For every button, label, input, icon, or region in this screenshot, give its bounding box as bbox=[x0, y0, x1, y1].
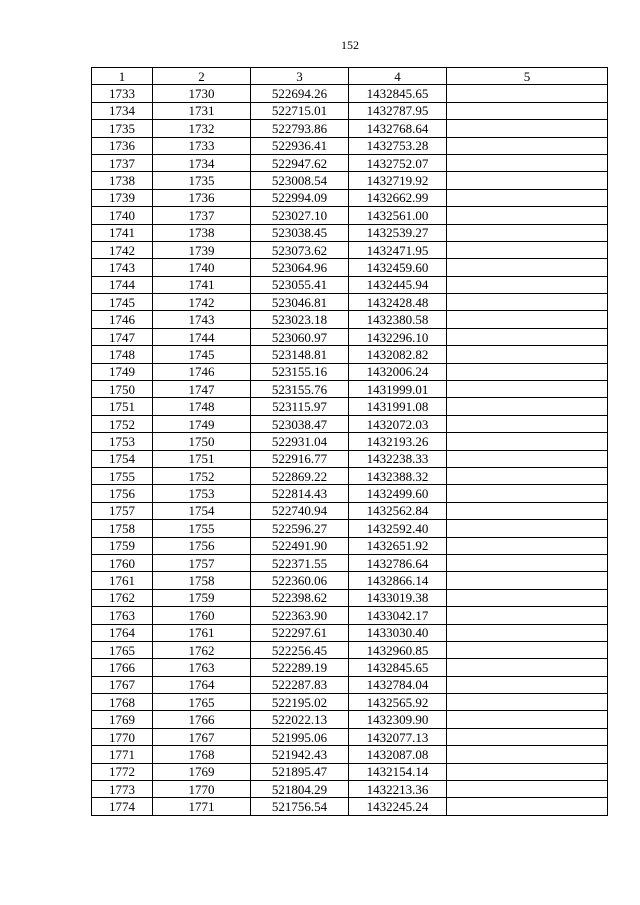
table-row bbox=[92, 520, 608, 537]
table-cell-col-5 bbox=[447, 607, 608, 624]
table-cell-col-1: 1742 bbox=[92, 241, 153, 258]
table-cell-col-5 bbox=[447, 172, 608, 189]
table-cell-col-5 bbox=[447, 294, 608, 311]
table-cell-col-3: 523023.18 bbox=[251, 311, 349, 328]
table-row bbox=[92, 572, 608, 589]
table-cell-col-3: 522916.77 bbox=[251, 450, 349, 467]
table-cell-col-4: 1431999.01 bbox=[349, 381, 447, 398]
table-cell-col-1: 1737 bbox=[92, 154, 153, 171]
table-cell-col-1: 1767 bbox=[92, 676, 153, 693]
table-cell-col-4: 1432784.04 bbox=[349, 676, 447, 693]
table-cell-col-4: 1431991.08 bbox=[349, 398, 447, 415]
table-cell-col-1: 1745 bbox=[92, 294, 153, 311]
table-cell-col-3: 523115.97 bbox=[251, 398, 349, 415]
table-cell-col-5 bbox=[447, 311, 608, 328]
table-cell-col-2: 1737 bbox=[153, 207, 251, 224]
table-cell-col-4: 1432428.48 bbox=[349, 294, 447, 311]
table-cell-col-5 bbox=[447, 537, 608, 554]
column-header-1: 1 bbox=[92, 68, 153, 85]
table-cell-col-2: 1734 bbox=[153, 154, 251, 171]
table-cell-col-1: 1761 bbox=[92, 572, 153, 589]
table-cell-col-5 bbox=[447, 120, 608, 137]
table-cell-col-2: 1768 bbox=[153, 746, 251, 763]
table-cell-col-2: 1770 bbox=[153, 781, 251, 798]
table-cell-col-1: 1770 bbox=[92, 728, 153, 745]
table-cell-col-5 bbox=[447, 415, 608, 432]
table-cell-col-3: 523038.47 bbox=[251, 415, 349, 432]
table-cell-col-2: 1743 bbox=[153, 311, 251, 328]
table-cell-col-1: 1743 bbox=[92, 259, 153, 276]
table-cell-col-3: 523055.41 bbox=[251, 276, 349, 293]
table-row bbox=[92, 450, 608, 467]
table-cell-col-3: 521995.06 bbox=[251, 728, 349, 745]
table-cell-col-5 bbox=[447, 207, 608, 224]
table-cell-col-4: 1432499.60 bbox=[349, 485, 447, 502]
table-cell-col-1: 1751 bbox=[92, 398, 153, 415]
table-cell-col-2: 1765 bbox=[153, 694, 251, 711]
table-row bbox=[92, 398, 608, 415]
table-cell-col-5 bbox=[447, 711, 608, 728]
table-cell-col-3: 522297.61 bbox=[251, 624, 349, 641]
table-cell-col-1: 1763 bbox=[92, 607, 153, 624]
table-row bbox=[92, 381, 608, 398]
table-cell-col-5 bbox=[447, 381, 608, 398]
table-cell-col-3: 523046.81 bbox=[251, 294, 349, 311]
table-cell-col-2: 1766 bbox=[153, 711, 251, 728]
table-row bbox=[92, 728, 608, 745]
table-cell-col-1: 1774 bbox=[92, 798, 153, 815]
table-row bbox=[92, 485, 608, 502]
table-cell-col-4: 1432380.58 bbox=[349, 311, 447, 328]
table-cell-col-2: 1747 bbox=[153, 381, 251, 398]
table-cell-col-4: 1432006.24 bbox=[349, 363, 447, 380]
table-cell-col-5 bbox=[447, 363, 608, 380]
table-cell-col-1: 1744 bbox=[92, 276, 153, 293]
table-cell-col-1: 1733 bbox=[92, 85, 153, 102]
table-cell-col-2: 1759 bbox=[153, 589, 251, 606]
table-cell-col-5 bbox=[447, 189, 608, 206]
table-cell-col-4: 1432592.40 bbox=[349, 520, 447, 537]
table-cell-col-5 bbox=[447, 346, 608, 363]
table-row bbox=[92, 711, 608, 728]
table-cell-col-5 bbox=[447, 781, 608, 798]
table-cell-col-1: 1759 bbox=[92, 537, 153, 554]
table-cell-col-5 bbox=[447, 433, 608, 450]
table-cell-col-4: 1432082.82 bbox=[349, 346, 447, 363]
table-cell-col-5 bbox=[447, 554, 608, 571]
table-cell-col-3: 521895.47 bbox=[251, 763, 349, 780]
table-cell-col-1: 1758 bbox=[92, 520, 153, 537]
table-cell-col-1: 1739 bbox=[92, 189, 153, 206]
table-cell-col-3: 522715.01 bbox=[251, 102, 349, 119]
table-cell-col-5 bbox=[447, 589, 608, 606]
table-row bbox=[92, 311, 608, 328]
table-row bbox=[92, 467, 608, 484]
table-cell-col-4: 1432077.13 bbox=[349, 728, 447, 745]
table-cell-col-1: 1748 bbox=[92, 346, 153, 363]
table-cell-col-5 bbox=[447, 467, 608, 484]
table-cell-col-1: 1773 bbox=[92, 781, 153, 798]
table-row bbox=[92, 328, 608, 345]
table-cell-col-3: 522694.26 bbox=[251, 85, 349, 102]
table-row bbox=[92, 502, 608, 519]
table-cell-col-3: 521804.29 bbox=[251, 781, 349, 798]
table-row bbox=[92, 102, 608, 119]
table-cell-col-3: 523155.16 bbox=[251, 363, 349, 380]
table-cell-col-2: 1735 bbox=[153, 172, 251, 189]
table-cell-col-5 bbox=[447, 328, 608, 345]
table-cell-col-4: 1433042.17 bbox=[349, 607, 447, 624]
table-cell-col-5 bbox=[447, 572, 608, 589]
table-cell-col-4: 1433019.38 bbox=[349, 589, 447, 606]
table-cell-col-5 bbox=[447, 641, 608, 658]
table-cell-col-4: 1432154.14 bbox=[349, 763, 447, 780]
table-cell-col-4: 1432845.65 bbox=[349, 85, 447, 102]
table-cell-col-3: 522256.45 bbox=[251, 641, 349, 658]
table-cell-col-1: 1766 bbox=[92, 659, 153, 676]
table-cell-col-3: 523060.97 bbox=[251, 328, 349, 345]
table-cell-col-4: 1432662.99 bbox=[349, 189, 447, 206]
table-row bbox=[92, 207, 608, 224]
table-cell-col-1: 1740 bbox=[92, 207, 153, 224]
table-cell-col-3: 522936.41 bbox=[251, 137, 349, 154]
table-cell-col-1: 1762 bbox=[92, 589, 153, 606]
table-cell-col-2: 1750 bbox=[153, 433, 251, 450]
table-cell-col-4: 1432238.33 bbox=[349, 450, 447, 467]
table-cell-col-3: 522360.06 bbox=[251, 572, 349, 589]
table-cell-col-2: 1739 bbox=[153, 241, 251, 258]
table-row bbox=[92, 607, 608, 624]
table-cell-col-1: 1755 bbox=[92, 467, 153, 484]
table-cell-col-3: 522491.90 bbox=[251, 537, 349, 554]
table-cell-col-5 bbox=[447, 85, 608, 102]
table-cell-col-1: 1769 bbox=[92, 711, 153, 728]
table-cell-col-2: 1757 bbox=[153, 554, 251, 571]
table-row bbox=[92, 537, 608, 554]
table-cell-col-2: 1745 bbox=[153, 346, 251, 363]
table-row bbox=[92, 624, 608, 641]
table-cell-col-1: 1735 bbox=[92, 120, 153, 137]
table-row bbox=[92, 241, 608, 258]
table-cell-col-1: 1765 bbox=[92, 641, 153, 658]
table-cell-col-3: 522947.62 bbox=[251, 154, 349, 171]
table-cell-col-4: 1432565.92 bbox=[349, 694, 447, 711]
table-row bbox=[92, 746, 608, 763]
table-cell-col-2: 1761 bbox=[153, 624, 251, 641]
table-cell-col-5 bbox=[447, 276, 608, 293]
table-cell-col-2: 1752 bbox=[153, 467, 251, 484]
table-cell-col-5 bbox=[447, 624, 608, 641]
table-cell-col-3: 523148.81 bbox=[251, 346, 349, 363]
table-cell-col-4: 1432296.10 bbox=[349, 328, 447, 345]
table-cell-col-5 bbox=[447, 746, 608, 763]
table-cell-col-5 bbox=[447, 485, 608, 502]
table-cell-col-1: 1747 bbox=[92, 328, 153, 345]
table-row bbox=[92, 224, 608, 241]
table-cell-col-2: 1758 bbox=[153, 572, 251, 589]
table-row bbox=[92, 346, 608, 363]
table-cell-col-2: 1760 bbox=[153, 607, 251, 624]
table-cell-col-3: 522398.62 bbox=[251, 589, 349, 606]
table-cell-col-3: 521942.43 bbox=[251, 746, 349, 763]
table-row bbox=[92, 172, 608, 189]
table-cell-col-5 bbox=[447, 763, 608, 780]
header-row bbox=[92, 68, 608, 85]
table-cell-col-1: 1764 bbox=[92, 624, 153, 641]
table-cell-col-5 bbox=[447, 154, 608, 171]
table-cell-col-4: 1432562.84 bbox=[349, 502, 447, 519]
table-row bbox=[92, 589, 608, 606]
table-cell-col-1: 1768 bbox=[92, 694, 153, 711]
table-cell-col-4: 1432561.00 bbox=[349, 207, 447, 224]
table-cell-col-5 bbox=[447, 728, 608, 745]
table-cell-col-3: 522814.43 bbox=[251, 485, 349, 502]
table-cell-col-2: 1753 bbox=[153, 485, 251, 502]
table-cell-col-1: 1754 bbox=[92, 450, 153, 467]
table-cell-col-1: 1741 bbox=[92, 224, 153, 241]
table-cell-col-4: 1432072.03 bbox=[349, 415, 447, 432]
table-row bbox=[92, 659, 608, 676]
table-cell-col-1: 1746 bbox=[92, 311, 153, 328]
table-cell-col-3: 522931.04 bbox=[251, 433, 349, 450]
table-cell-col-4: 1432193.26 bbox=[349, 433, 447, 450]
table-cell-col-4: 1432752.07 bbox=[349, 154, 447, 171]
table-cell-col-1: 1738 bbox=[92, 172, 153, 189]
table-cell-col-1: 1772 bbox=[92, 763, 153, 780]
table-cell-col-2: 1741 bbox=[153, 276, 251, 293]
table-row bbox=[92, 259, 608, 276]
table-cell-col-4: 1432459.60 bbox=[349, 259, 447, 276]
table-cell-col-1: 1771 bbox=[92, 746, 153, 763]
table-cell-col-2: 1762 bbox=[153, 641, 251, 658]
table-cell-col-2: 1755 bbox=[153, 520, 251, 537]
table-cell-col-3: 523155.76 bbox=[251, 381, 349, 398]
table-cell-col-5 bbox=[447, 137, 608, 154]
table-row bbox=[92, 120, 608, 137]
column-header-4: 4 bbox=[349, 68, 447, 85]
table-cell-col-3: 522793.86 bbox=[251, 120, 349, 137]
table-cell-col-3: 521756.54 bbox=[251, 798, 349, 815]
table-cell-col-3: 522596.27 bbox=[251, 520, 349, 537]
table-row bbox=[92, 798, 608, 815]
table-row bbox=[92, 154, 608, 171]
table-cell-col-5 bbox=[447, 450, 608, 467]
table-cell-col-5 bbox=[447, 694, 608, 711]
table-cell-col-4: 1432753.28 bbox=[349, 137, 447, 154]
table-cell-col-4: 1432309.90 bbox=[349, 711, 447, 728]
table-cell-col-4: 1432087.08 bbox=[349, 746, 447, 763]
table-cell-col-1: 1753 bbox=[92, 433, 153, 450]
table-cell-col-2: 1738 bbox=[153, 224, 251, 241]
table-cell-col-3: 522287.83 bbox=[251, 676, 349, 693]
table-cell-col-3: 522022.13 bbox=[251, 711, 349, 728]
column-header-2: 2 bbox=[153, 68, 251, 85]
table-cell-col-2: 1751 bbox=[153, 450, 251, 467]
table-row bbox=[92, 415, 608, 432]
table-cell-col-3: 523073.62 bbox=[251, 241, 349, 258]
table-cell-col-3: 523064.96 bbox=[251, 259, 349, 276]
table-cell-col-4: 1432768.64 bbox=[349, 120, 447, 137]
table-cell-col-5 bbox=[447, 259, 608, 276]
table-cell-col-5 bbox=[447, 224, 608, 241]
table-cell-col-1: 1756 bbox=[92, 485, 153, 502]
table-cell-col-4: 1432719.92 bbox=[349, 172, 447, 189]
table-cell-col-4: 1432960.85 bbox=[349, 641, 447, 658]
table-row bbox=[92, 294, 608, 311]
table-cell-col-3: 522363.90 bbox=[251, 607, 349, 624]
table-cell-col-2: 1756 bbox=[153, 537, 251, 554]
table-cell-col-1: 1750 bbox=[92, 381, 153, 398]
table-row bbox=[92, 676, 608, 693]
table-row bbox=[92, 85, 608, 102]
table-cell-col-1: 1757 bbox=[92, 502, 153, 519]
table-row bbox=[92, 694, 608, 711]
column-header-5: 5 bbox=[447, 68, 608, 85]
column-header-3: 3 bbox=[251, 68, 349, 85]
table-cell-col-4: 1432787.95 bbox=[349, 102, 447, 119]
table-cell-col-4: 1432786.64 bbox=[349, 554, 447, 571]
page-number: 152 bbox=[341, 38, 359, 52]
table-cell-col-4: 1432845.65 bbox=[349, 659, 447, 676]
table-cell-col-5 bbox=[447, 502, 608, 519]
table-cell-col-3: 523008.54 bbox=[251, 172, 349, 189]
table-cell-col-2: 1731 bbox=[153, 102, 251, 119]
table-row bbox=[92, 363, 608, 380]
table-cell-col-2: 1771 bbox=[153, 798, 251, 815]
table-row bbox=[92, 781, 608, 798]
table-cell-col-1: 1749 bbox=[92, 363, 153, 380]
table-cell-col-2: 1736 bbox=[153, 189, 251, 206]
table-cell-col-3: 522740.94 bbox=[251, 502, 349, 519]
table-cell-col-2: 1744 bbox=[153, 328, 251, 345]
table-cell-col-4: 1432471.95 bbox=[349, 241, 447, 258]
table-cell-col-4: 1432445.94 bbox=[349, 276, 447, 293]
table-cell-col-3: 522371.55 bbox=[251, 554, 349, 571]
table-cell-col-4: 1432866.14 bbox=[349, 572, 447, 589]
table-cell-col-4: 1432213.36 bbox=[349, 781, 447, 798]
table-row bbox=[92, 763, 608, 780]
table-body bbox=[92, 85, 608, 815]
table-cell-col-5 bbox=[447, 102, 608, 119]
table-cell-col-3: 523038.45 bbox=[251, 224, 349, 241]
table-cell-col-1: 1752 bbox=[92, 415, 153, 432]
table-cell-col-2: 1742 bbox=[153, 294, 251, 311]
coordinates-table bbox=[91, 67, 608, 816]
table-row bbox=[92, 137, 608, 154]
table-cell-col-3: 523027.10 bbox=[251, 207, 349, 224]
table-cell-col-2: 1732 bbox=[153, 120, 251, 137]
table-cell-col-5 bbox=[447, 520, 608, 537]
table-cell-col-3: 522994.09 bbox=[251, 189, 349, 206]
table-cell-col-5 bbox=[447, 676, 608, 693]
table-cell-col-3: 522869.22 bbox=[251, 467, 349, 484]
table-cell-col-1: 1760 bbox=[92, 554, 153, 571]
table-cell-col-2: 1749 bbox=[153, 415, 251, 432]
table-cell-col-4: 1432245.24 bbox=[349, 798, 447, 815]
table-cell-col-2: 1764 bbox=[153, 676, 251, 693]
table-cell-col-4: 1432388.32 bbox=[349, 467, 447, 484]
table-cell-col-2: 1733 bbox=[153, 137, 251, 154]
table-cell-col-2: 1730 bbox=[153, 85, 251, 102]
table-cell-col-2: 1740 bbox=[153, 259, 251, 276]
table-cell-col-2: 1767 bbox=[153, 728, 251, 745]
table-cell-col-5 bbox=[447, 398, 608, 415]
table-cell-col-3: 522289.19 bbox=[251, 659, 349, 676]
table-cell-col-1: 1736 bbox=[92, 137, 153, 154]
table-cell-col-5 bbox=[447, 241, 608, 258]
table-row bbox=[92, 433, 608, 450]
table-row bbox=[92, 641, 608, 658]
table-row bbox=[92, 276, 608, 293]
table-cell-col-4: 1432651.92 bbox=[349, 537, 447, 554]
table-row bbox=[92, 189, 608, 206]
table-cell-col-2: 1754 bbox=[153, 502, 251, 519]
table-cell-col-4: 1432539.27 bbox=[349, 224, 447, 241]
table-cell-col-4: 1433030.40 bbox=[349, 624, 447, 641]
table-cell-col-2: 1769 bbox=[153, 763, 251, 780]
table-cell-col-2: 1763 bbox=[153, 659, 251, 676]
table-cell-col-2: 1746 bbox=[153, 363, 251, 380]
table-cell-col-2: 1748 bbox=[153, 398, 251, 415]
table-row bbox=[92, 554, 608, 571]
table-cell-col-3: 522195.02 bbox=[251, 694, 349, 711]
table-cell-col-5 bbox=[447, 798, 608, 815]
table-cell-col-5 bbox=[447, 659, 608, 676]
table-cell-col-1: 1734 bbox=[92, 102, 153, 119]
